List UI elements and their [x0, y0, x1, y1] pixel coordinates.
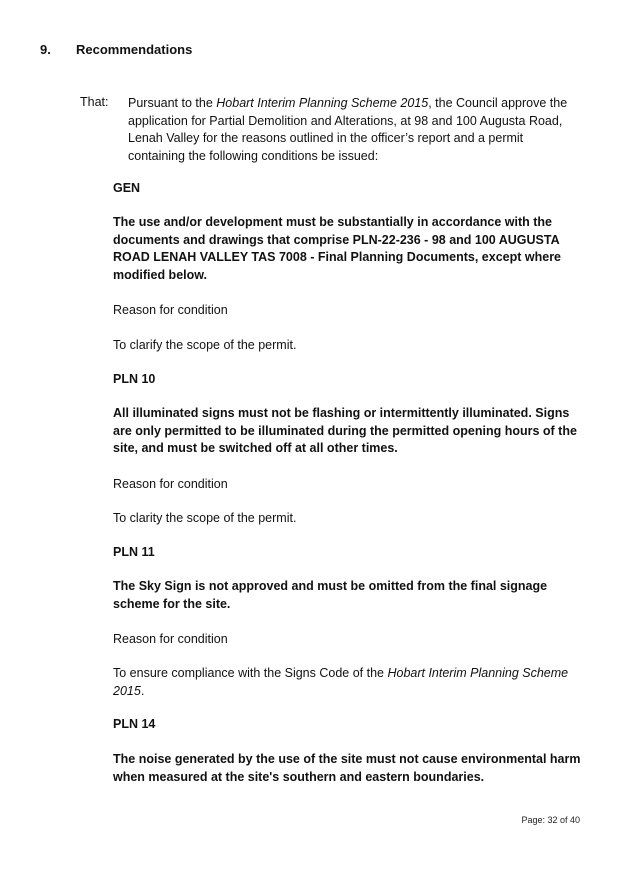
reason-label-pln11: Reason for condition [113, 632, 228, 646]
intro-scheme-name: Hobart Interim Planning Scheme 2015 [216, 96, 429, 110]
condition-text-pln14: The noise generated by the use of the site must not cause environmental harm when measured at the site's southern and eastern boundaries. [113, 752, 581, 784]
condition-code-pln14: PLN 14 [113, 717, 156, 731]
section-title: Recommendations [76, 42, 193, 57]
intro-text-2: , the Council approve the application for Partial Demolition and Alterations, at 98 and 100 Augusta Road, Lenah Valley for the reasons outlined in the officer’s report and a permit containing the following conditions be issued: [128, 96, 568, 163]
reason-scheme-name: Hobart Interim Planning Scheme 2015 [113, 666, 569, 698]
reason-label-gen: Reason for condition [113, 303, 228, 317]
condition-code-pln11: PLN 11 [113, 545, 155, 559]
condition-text-pln11: The Sky Sign is not approved and must be omitted from the final signage scheme for the site. [113, 579, 548, 611]
condition-code-gen: GEN [113, 181, 141, 195]
condition-code-pln10: PLN 10 [113, 372, 156, 386]
intro-text-1: Pursuant to the [128, 96, 217, 110]
page-number: Page: 32 of 40 [521, 815, 580, 825]
section-number: 9. [40, 42, 51, 57]
reason-text-gen: To clarify the scope of the permit. [113, 338, 297, 352]
reason-text-pln11 [113, 665, 583, 700]
reason-text-pln10: To clarity the scope of the permit. [113, 511, 297, 525]
reason-text-pln11-1: To ensure compliance with the Signs Code of the [113, 666, 388, 680]
condition-text-pln10: All illuminated signs must not be flashing or intermittently illuminated. Signs are only permitted to be illuminated during the permitted opening hours of the site, and must be switched off at all other times. [113, 406, 577, 455]
reason-label-pln10: Reason for condition [113, 477, 228, 491]
that-label: That: [80, 95, 109, 109]
intro-paragraph [128, 95, 568, 165]
reason-text-pln11-2: . [140, 683, 145, 698]
condition-text-gen: The use and/or development must be substantially in accordance with the documents and drawings that comprise PLN-22-236 - 98 and 100 AUGUSTA ROAD LENAH VALLEY TAS 7008 - Final Planning Documents, except where modified below. [113, 215, 562, 282]
